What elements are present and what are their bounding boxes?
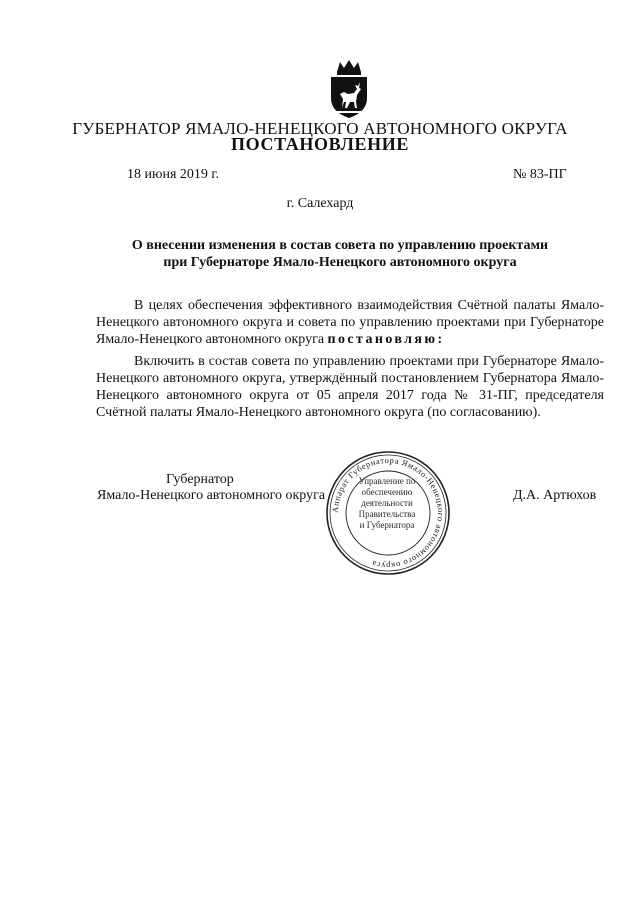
title-line-1: О внесении изменения в состав совета по управлению проектами <box>131 238 549 253</box>
document-title <box>80 237 600 271</box>
stamp-center-text <box>346 476 428 531</box>
stamp-line: и Губернатора <box>359 520 415 530</box>
stamp-ring-text: Аппарат Губернатора Ямало-Ненецкого автономного округа <box>329 454 447 572</box>
document-city: г. Салехард <box>286 196 354 211</box>
signer-position-line-2: Ямало-Ненецкого автономного округа <box>97 488 326 503</box>
stamp-line: Управление по <box>358 476 416 486</box>
decree-word: постановляю: <box>327 332 445 347</box>
signer-name: Д.А. Артюхов <box>513 488 597 503</box>
document-date: 18 июня 2019 г. <box>127 167 220 182</box>
signer-position-line-1: Губернатор <box>166 472 234 487</box>
operative-paragraph: Включить в состав совета по управлению проектами при Губернаторе Ямало-Ненецкого автономного округа, утверждённый постановлением Губернатора Ямало-Ненецкого автономного округа от 05 апреля 2017 года № 31-ПГ, председателя Счётной палаты Ямало-Ненецкого автономного округа (по согласованию). <box>96 354 604 420</box>
preamble-paragraph <box>96 297 604 348</box>
document-number: № 83-ПГ <box>513 167 567 182</box>
preamble-text: В целях обеспечения эффективного взаимодействия Счётной палаты Ямало-Ненецкого автономного округа и совета по управлению проектами при Губернаторе Ямало-Ненецкого автономного округа <box>96 298 604 347</box>
document-type: ПОСТАНОВЛЕНИЕ <box>231 134 409 154</box>
issuing-authority: ГУБЕРНАТОР ЯМАЛО-НЕНЕЦКОГО АВТОНОМНОГО ОКРУГА <box>72 119 568 138</box>
title-line-2: при Губернаторе Ямало-Ненецкого автономного округа <box>163 255 517 270</box>
stamp-line: деятельности <box>361 498 413 508</box>
stamp-line: обеспечению <box>361 487 413 497</box>
coat-of-arms-emblem-icon <box>326 58 372 120</box>
stamp-line: Правительства <box>358 509 416 519</box>
